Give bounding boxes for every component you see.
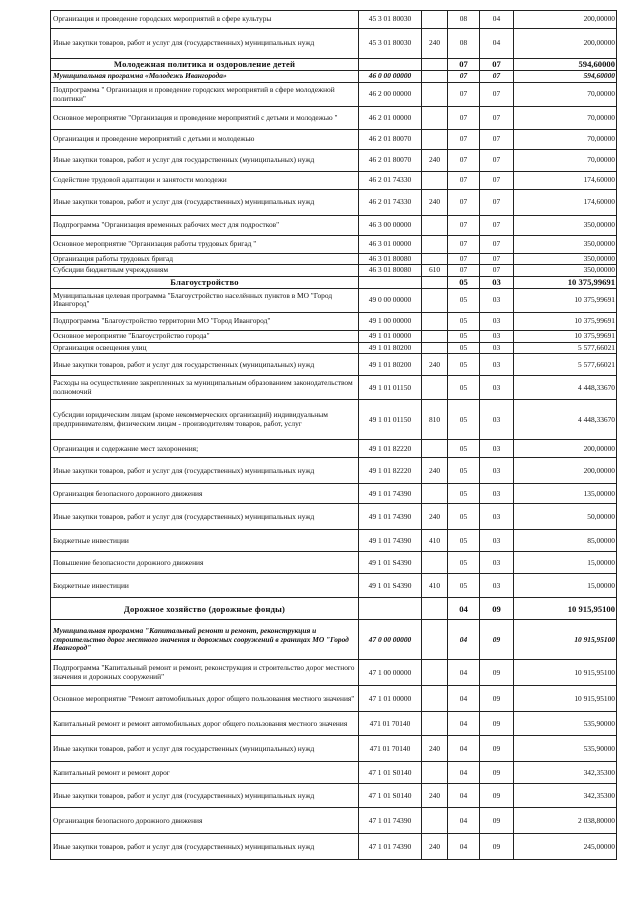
row-section: 04 (448, 660, 480, 686)
row-code: 49 1 01 74390 (359, 530, 422, 552)
row-section: 07 (448, 83, 480, 107)
row-amount: 535,90000 (514, 712, 617, 736)
row-expense-type: 240 (422, 150, 448, 172)
row-subsection: 03 (480, 574, 514, 598)
row-section: 08 (448, 29, 480, 59)
row-expense-type (422, 71, 448, 83)
row-expense-type (422, 620, 448, 660)
row-code: 471 01 70140 (359, 736, 422, 762)
row-name: Благоустройство (51, 276, 359, 288)
row-subsection: 09 (480, 598, 514, 620)
row-code: 49 1 01 82220 (359, 440, 422, 458)
row-section: 07 (448, 254, 480, 265)
row-amount: 350,00000 (514, 216, 617, 236)
row-expense-type (422, 59, 448, 71)
row-amount: 200,00000 (514, 11, 617, 29)
row-code: 49 1 01 80200 (359, 342, 422, 353)
row-expense-type (422, 552, 448, 574)
row-name: Муниципальная программа «Молодежь Ивангорода» (51, 71, 359, 83)
row-section: 05 (448, 354, 480, 376)
row-amount: 15,00000 (514, 552, 617, 574)
table-row (51, 712, 617, 736)
row-code: 47 1 01 74390 (359, 808, 422, 834)
table-row (51, 29, 617, 59)
row-amount: 245,00000 (514, 834, 617, 860)
section-row (51, 59, 617, 71)
row-name: Иные закупки товаров, работ и услуг для (государственных) муниципальных нужд (51, 834, 359, 860)
section-row (51, 276, 617, 288)
row-section: 04 (448, 620, 480, 660)
row-amount: 342,35300 (514, 784, 617, 808)
row-code: 46 2 01 80070 (359, 150, 422, 172)
row-section: 07 (448, 150, 480, 172)
table-row (51, 458, 617, 484)
row-subsection: 07 (480, 71, 514, 83)
row-name: Расходы на осуществление закрепленных за муниципальным образованием законодательством полномочий (51, 376, 359, 400)
row-name: Подпрограмма " Организация и проведение городских мероприятий в сфере молодежной политики" (51, 83, 359, 107)
row-section: 07 (448, 216, 480, 236)
row-subsection: 09 (480, 784, 514, 808)
table-row (51, 330, 617, 342)
row-amount: 594,60000 (514, 71, 617, 83)
row-amount: 535,90000 (514, 736, 617, 762)
row-code: 47 1 01 S0140 (359, 762, 422, 784)
row-amount: 174,60000 (514, 190, 617, 216)
section-row (51, 598, 617, 620)
row-name: Организация и проведение городских мероприятий в сфере культуры (51, 11, 359, 29)
row-code: 45 3 01 80030 (359, 29, 422, 59)
row-expense-type (422, 312, 448, 330)
row-expense-type: 410 (422, 574, 448, 598)
row-section: 07 (448, 130, 480, 150)
row-amount: 10 375,99691 (514, 330, 617, 342)
row-subsection: 07 (480, 190, 514, 216)
row-subsection: 09 (480, 620, 514, 660)
row-expense-type (422, 484, 448, 504)
row-amount: 135,00000 (514, 484, 617, 504)
row-expense-type (422, 808, 448, 834)
row-expense-type (422, 712, 448, 736)
row-amount: 174,60000 (514, 172, 617, 190)
row-subsection: 09 (480, 712, 514, 736)
table-row (51, 574, 617, 598)
row-expense-type (422, 11, 448, 29)
row-amount: 70,00000 (514, 150, 617, 172)
table-row (51, 190, 617, 216)
row-code (359, 276, 422, 288)
row-code: 49 1 01 01150 (359, 376, 422, 400)
row-subsection: 07 (480, 130, 514, 150)
row-subsection: 03 (480, 288, 514, 312)
row-code: 46 3 01 80080 (359, 254, 422, 265)
row-section: 07 (448, 265, 480, 276)
row-code: 47 0 00 00000 (359, 620, 422, 660)
row-name: Иные закупки товаров, работ и услуг для (государственных) муниципальных нужд (51, 504, 359, 530)
row-expense-type (422, 686, 448, 712)
row-subsection: 04 (480, 11, 514, 29)
row-name: Подпрограмма "Организация временных рабочих мест для подростков" (51, 216, 359, 236)
row-code: 49 1 01 82220 (359, 458, 422, 484)
row-amount: 85,00000 (514, 530, 617, 552)
row-name: Основное мероприятие "Ремонт автомобильных дорог общего пользования местного значения" (51, 686, 359, 712)
table-row (51, 376, 617, 400)
row-code: 49 1 01 01150 (359, 400, 422, 440)
row-name: Иные закупки товаров, работ и услуг для (государственных) муниципальных нужд (51, 784, 359, 808)
row-name: Молодежная политика и оздоровление детей (51, 59, 359, 71)
row-amount: 200,00000 (514, 458, 617, 484)
table-row (51, 552, 617, 574)
row-expense-type: 810 (422, 400, 448, 440)
row-expense-type (422, 376, 448, 400)
row-code: 47 1 01 S0140 (359, 784, 422, 808)
row-section: 04 (448, 808, 480, 834)
row-section: 08 (448, 11, 480, 29)
row-code: 46 0 00 00000 (359, 71, 422, 83)
table-row (51, 172, 617, 190)
row-name: Субсидии бюджетным учреждениям (51, 265, 359, 276)
row-code: 46 2 01 00000 (359, 107, 422, 130)
row-subsection: 03 (480, 504, 514, 530)
row-subsection: 07 (480, 83, 514, 107)
row-subsection: 07 (480, 172, 514, 190)
row-code: 49 1 01 74390 (359, 484, 422, 504)
table-row (51, 216, 617, 236)
row-name: Подпрограмма "Благоустройство территории МО "Город Ивангород" (51, 312, 359, 330)
row-expense-type: 240 (422, 354, 448, 376)
row-section: 05 (448, 342, 480, 353)
row-expense-type (422, 236, 448, 254)
table-row (51, 150, 617, 172)
row-section: 05 (448, 400, 480, 440)
row-subsection: 03 (480, 400, 514, 440)
row-subsection: 03 (480, 530, 514, 552)
row-section: 05 (448, 440, 480, 458)
row-name: Основное мероприятие "Организация и проведение мероприятий с детьми и молодежью " (51, 107, 359, 130)
row-subsection: 03 (480, 552, 514, 574)
row-subsection: 07 (480, 107, 514, 130)
table-row (51, 808, 617, 834)
row-amount: 10 375,99691 (514, 288, 617, 312)
row-name: Иные закупки товаров, работ и услуг для (государственных) муниципальных нужд (51, 190, 359, 216)
row-amount: 10 375,99691 (514, 276, 617, 288)
row-name: Основное мероприятие "Благоустройство города" (51, 330, 359, 342)
row-code: 49 0 00 00000 (359, 288, 422, 312)
row-code: 49 1 00 00000 (359, 312, 422, 330)
row-code: 49 1 01 S4390 (359, 552, 422, 574)
row-name: Капитальный ремонт и ремонт автомобильных дорог общего пользования местного значения (51, 712, 359, 736)
row-code: 46 2 01 74330 (359, 190, 422, 216)
row-expense-type: 240 (422, 458, 448, 484)
row-subsection: 07 (480, 254, 514, 265)
row-subsection: 07 (480, 265, 514, 276)
row-code: 49 1 01 80200 (359, 354, 422, 376)
row-name: Организация безопасного дорожного движения (51, 484, 359, 504)
row-section: 07 (448, 59, 480, 71)
budget-table-body (51, 11, 617, 860)
row-section: 04 (448, 834, 480, 860)
row-expense-type (422, 762, 448, 784)
row-name: Основное мероприятие "Организация работы трудовых бригад " (51, 236, 359, 254)
row-section: 04 (448, 762, 480, 784)
row-name: Иные закупки товаров, работ и услуг для (государственных) муниципальных нужд (51, 29, 359, 59)
row-amount: 200,00000 (514, 29, 617, 59)
row-code: 47 1 01 00000 (359, 686, 422, 712)
row-name: Капитальный ремонт и ремонт дорог (51, 762, 359, 784)
row-section: 05 (448, 458, 480, 484)
table-row (51, 762, 617, 784)
row-amount: 10 915,95100 (514, 686, 617, 712)
row-name: Организация безопасного дорожного движения (51, 808, 359, 834)
row-code: 47 1 01 74390 (359, 834, 422, 860)
table-row (51, 504, 617, 530)
row-name: Организация и проведение мероприятий с детьми и молодежью (51, 130, 359, 150)
row-expense-type: 240 (422, 834, 448, 860)
row-name: Муниципальная программа "Капитальный ремонт и ремонт, реконструкция и строительство дорог местного значения и дорожных сооружений в границах МО "Город Ивангород" (51, 620, 359, 660)
row-code: 49 1 01 74390 (359, 504, 422, 530)
row-amount: 15,00000 (514, 574, 617, 598)
row-subsection: 09 (480, 834, 514, 860)
table-row (51, 254, 617, 265)
row-section: 05 (448, 574, 480, 598)
row-amount: 5 577,66021 (514, 354, 617, 376)
row-amount: 200,00000 (514, 440, 617, 458)
row-expense-type (422, 330, 448, 342)
table-row (51, 530, 617, 552)
table-row (51, 236, 617, 254)
row-section: 04 (448, 686, 480, 712)
row-section: 04 (448, 712, 480, 736)
row-section: 04 (448, 784, 480, 808)
table-row (51, 288, 617, 312)
row-name: Бюджетные инвестиции (51, 530, 359, 552)
row-name: Муниципальная целевая программа "Благоустройство населённых пунктов в МО "Город Ивангород" (51, 288, 359, 312)
row-subsection: 09 (480, 686, 514, 712)
table-row (51, 834, 617, 860)
row-expense-type (422, 598, 448, 620)
row-subsection: 09 (480, 808, 514, 834)
row-subsection: 04 (480, 29, 514, 59)
row-amount: 4 448,33670 (514, 376, 617, 400)
row-section: 05 (448, 288, 480, 312)
table-row (51, 686, 617, 712)
program-row (51, 620, 617, 660)
row-subsection: 07 (480, 236, 514, 254)
table-row (51, 784, 617, 808)
row-code: 46 2 01 80070 (359, 130, 422, 150)
table-row (51, 11, 617, 29)
row-amount: 70,00000 (514, 130, 617, 150)
row-section: 07 (448, 71, 480, 83)
row-section: 05 (448, 330, 480, 342)
row-amount: 10 915,95100 (514, 620, 617, 660)
row-subsection: 07 (480, 59, 514, 71)
row-code (359, 598, 422, 620)
row-expense-type: 240 (422, 29, 448, 59)
row-subsection: 09 (480, 660, 514, 686)
program-row (51, 71, 617, 83)
row-section: 05 (448, 276, 480, 288)
table-row (51, 660, 617, 686)
table-row (51, 736, 617, 762)
row-subsection: 03 (480, 330, 514, 342)
row-name: Субсидии юридическим лицам (кроме некоммерческих организаций) индивидуальным предпринимателям, физическим лицам - производителям товаров, работ, услуг (51, 400, 359, 440)
table-row (51, 312, 617, 330)
row-amount: 350,00000 (514, 254, 617, 265)
table-row (51, 342, 617, 353)
row-expense-type (422, 276, 448, 288)
table-row (51, 265, 617, 276)
row-subsection: 03 (480, 376, 514, 400)
row-expense-type: 240 (422, 736, 448, 762)
row-name: Повышение безопасности дорожного движения (51, 552, 359, 574)
row-expense-type (422, 107, 448, 130)
table-row (51, 83, 617, 107)
row-section: 07 (448, 190, 480, 216)
row-section: 05 (448, 376, 480, 400)
table-row (51, 107, 617, 130)
row-amount: 350,00000 (514, 236, 617, 254)
row-subsection: 07 (480, 216, 514, 236)
table-row (51, 484, 617, 504)
row-expense-type: 610 (422, 265, 448, 276)
budget-table (50, 10, 617, 860)
table-row (51, 130, 617, 150)
row-amount: 2 038,80000 (514, 808, 617, 834)
row-amount: 10 915,95100 (514, 598, 617, 620)
row-expense-type: 410 (422, 530, 448, 552)
row-expense-type (422, 172, 448, 190)
row-amount: 50,00000 (514, 504, 617, 530)
row-code: 471 01 70140 (359, 712, 422, 736)
row-section: 05 (448, 530, 480, 552)
row-expense-type: 240 (422, 190, 448, 216)
row-code: 46 2 01 74330 (359, 172, 422, 190)
row-subsection: 09 (480, 762, 514, 784)
row-amount: 10 375,99691 (514, 312, 617, 330)
row-code: 46 3 00 00000 (359, 216, 422, 236)
row-name: Иные закупки товаров, работ и услуг для государственных (муниципальных) нужд (51, 150, 359, 172)
row-subsection: 03 (480, 312, 514, 330)
row-amount: 70,00000 (514, 83, 617, 107)
row-name: Бюджетные инвестиции (51, 574, 359, 598)
row-code: 49 1 01 S4390 (359, 574, 422, 598)
table-row (51, 400, 617, 440)
row-amount: 10 915,95100 (514, 660, 617, 686)
row-amount: 4 448,33670 (514, 400, 617, 440)
row-expense-type (422, 342, 448, 353)
row-amount: 70,00000 (514, 107, 617, 130)
row-name: Иные закупки товаров, работ и услуг для государственных (муниципальных) нужд (51, 354, 359, 376)
row-name: Содействие трудовой адаптации и занятости молодежи (51, 172, 359, 190)
row-subsection: 07 (480, 150, 514, 172)
row-expense-type (422, 660, 448, 686)
row-amount: 594,60000 (514, 59, 617, 71)
row-expense-type: 240 (422, 784, 448, 808)
row-section: 07 (448, 172, 480, 190)
row-code: 46 3 01 00000 (359, 236, 422, 254)
row-expense-type (422, 83, 448, 107)
row-name: Организация работы трудовых бригад (51, 254, 359, 265)
row-section: 04 (448, 736, 480, 762)
row-section: 04 (448, 598, 480, 620)
row-name: Дорожное хозяйство (дорожные фонды) (51, 598, 359, 620)
table-row (51, 354, 617, 376)
row-name: Организация освещения улиц (51, 342, 359, 353)
row-expense-type: 240 (422, 504, 448, 530)
row-subsection: 09 (480, 736, 514, 762)
row-amount: 5 577,66021 (514, 342, 617, 353)
row-code: 46 2 00 00000 (359, 83, 422, 107)
row-section: 05 (448, 312, 480, 330)
row-code: 46 3 01 80080 (359, 265, 422, 276)
row-expense-type (422, 216, 448, 236)
row-expense-type (422, 130, 448, 150)
row-section: 07 (448, 107, 480, 130)
row-amount: 342,35300 (514, 762, 617, 784)
row-name: Подпрограмма "Капитальный ремонт и ремонт, реконструкция и строительство дорог местного значения и дорожных сооружений" (51, 660, 359, 686)
row-section: 05 (448, 484, 480, 504)
row-section: 05 (448, 552, 480, 574)
row-subsection: 03 (480, 354, 514, 376)
row-subsection: 03 (480, 342, 514, 353)
row-section: 07 (448, 236, 480, 254)
row-code: 45 3 01 80030 (359, 11, 422, 29)
row-code (359, 59, 422, 71)
row-subsection: 03 (480, 276, 514, 288)
table-row (51, 440, 617, 458)
row-amount: 350,00000 (514, 265, 617, 276)
row-expense-type (422, 288, 448, 312)
row-code: 47 1 00 00000 (359, 660, 422, 686)
row-name: Организация и содержание мест захоронения; (51, 440, 359, 458)
row-subsection: 03 (480, 458, 514, 484)
row-name: Иные закупки товаров, работ и услуг для (государственных) муниципальных нужд (51, 458, 359, 484)
row-expense-type (422, 440, 448, 458)
row-subsection: 03 (480, 484, 514, 504)
row-subsection: 03 (480, 440, 514, 458)
row-section: 05 (448, 504, 480, 530)
row-expense-type (422, 254, 448, 265)
row-code: 49 1 01 00000 (359, 330, 422, 342)
row-name: Иные закупки товаров, работ и услуг для государственных (муниципальных) нужд (51, 736, 359, 762)
